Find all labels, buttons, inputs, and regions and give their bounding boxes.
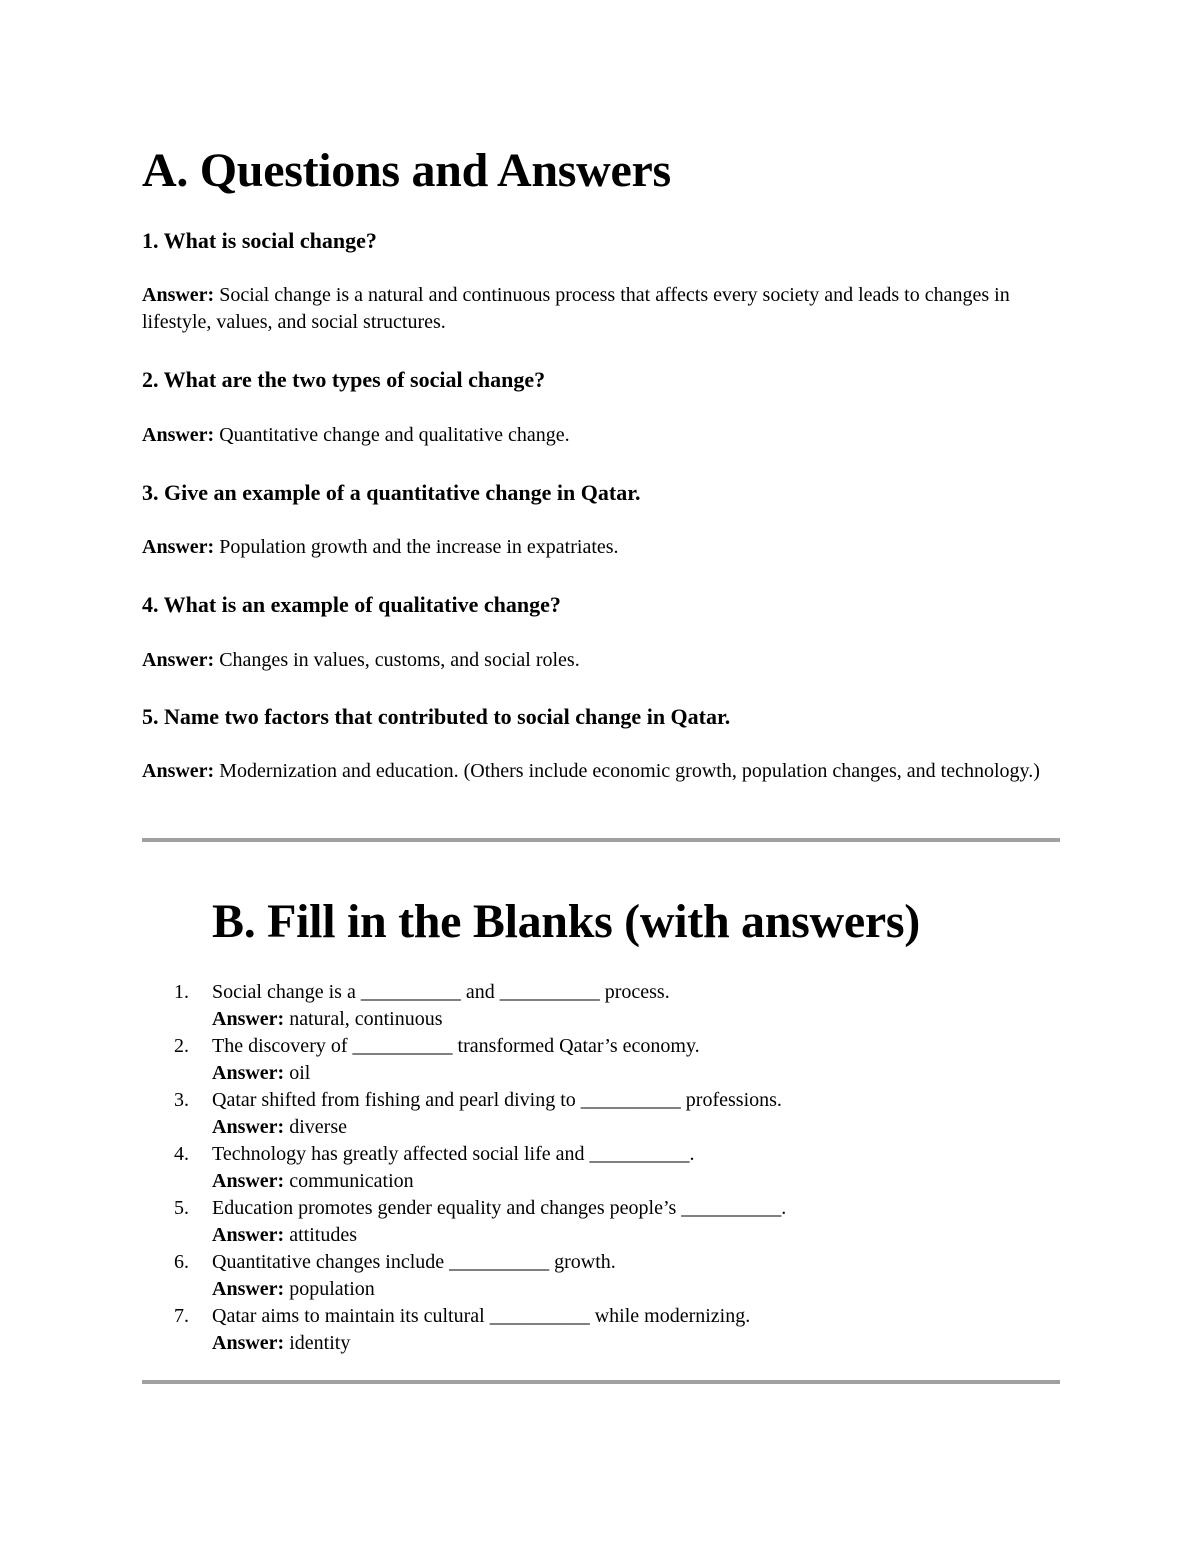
answer-value: attitudes xyxy=(289,1223,357,1246)
answer-label: Answer: xyxy=(142,284,215,306)
answer-label: Answer: xyxy=(142,424,215,446)
qa-item xyxy=(142,367,1060,393)
qa-item xyxy=(142,228,1060,254)
answer-value: Changes in values, customs, and social roles. xyxy=(219,649,580,671)
list-item xyxy=(142,1303,1060,1356)
question-text: 3. Give an example of a quantitative change in Qatar. xyxy=(142,480,641,505)
item-number: 1. xyxy=(174,981,189,1003)
sentence-text: Education promotes gender equality and changes people’s __________. xyxy=(212,1197,787,1219)
question-text: 5. Name two factors that contributed to social change in Qatar. xyxy=(142,704,731,729)
answer-label: Answer: xyxy=(212,1331,285,1354)
answer-value: natural, continuous xyxy=(289,1007,443,1030)
qa-item xyxy=(142,480,1060,506)
answer-label: Answer: xyxy=(142,536,215,558)
item-number: 6. xyxy=(174,1251,189,1273)
answer-value: oil xyxy=(289,1061,311,1084)
question-text: 1. What is social change? xyxy=(142,228,377,253)
list-item xyxy=(142,1249,1060,1302)
answer-value: Social change is a natural and continuous process that affects every society and leads to changes in lifestyle, values, and social structures. xyxy=(142,284,1010,333)
sentence-text: Quantitative changes include __________ growth. xyxy=(212,1251,616,1273)
answer-value: identity xyxy=(289,1331,351,1354)
list-item xyxy=(142,1141,1060,1194)
answer-text xyxy=(212,1276,1060,1303)
list-item xyxy=(142,1087,1060,1140)
item-number: 7. xyxy=(174,1305,189,1327)
answer-value: population xyxy=(289,1277,375,1300)
sentence-text: The discovery of __________ transformed Qatar’s economy. xyxy=(212,1035,700,1057)
qa-item xyxy=(142,592,1060,618)
sentence-text: Qatar shifted from fishing and pearl diving to __________ professions. xyxy=(212,1089,782,1111)
answer-text xyxy=(212,1330,1060,1357)
answer-text xyxy=(142,758,1060,785)
item-number: 5. xyxy=(174,1197,189,1219)
answer-value: diverse xyxy=(289,1115,347,1138)
answer-label: Answer: xyxy=(212,1169,285,1192)
answer-text xyxy=(212,1060,1060,1087)
answer-value: Modernization and education. (Others include economic growth, population changes, and technology.) xyxy=(219,760,1040,782)
answer-label: Answer: xyxy=(212,1277,285,1300)
fill-in-blanks-list xyxy=(142,979,1060,1357)
answer-text xyxy=(142,422,1060,449)
section-a-title: A. Questions and Answers xyxy=(142,144,671,197)
answer-value: Quantitative change and qualitative change. xyxy=(219,424,570,446)
horizontal-rule xyxy=(142,838,1060,842)
list-item xyxy=(142,1195,1060,1248)
answer-label: Answer: xyxy=(212,1115,285,1138)
sentence-text: Technology has greatly affected social life and __________. xyxy=(212,1143,695,1165)
list-item xyxy=(142,979,1060,1032)
sentence-text: Social change is a __________ and __________ process. xyxy=(212,981,670,1003)
answer-value: communication xyxy=(289,1169,414,1192)
item-number: 3. xyxy=(174,1089,189,1111)
answer-value: Population growth and the increase in expatriates. xyxy=(219,536,619,558)
answer-label: Answer: xyxy=(212,1007,285,1030)
section-b-title: B. Fill in the Blanks (with answers) xyxy=(212,895,920,948)
question-text: 2. What are the two types of social change? xyxy=(142,367,546,392)
answer-text xyxy=(142,534,1060,561)
sentence-text: Qatar aims to maintain its cultural __________ while modernizing. xyxy=(212,1305,751,1327)
item-number: 4. xyxy=(174,1143,189,1165)
answer-label: Answer: xyxy=(212,1223,285,1246)
answer-text xyxy=(212,1006,1060,1033)
answer-text xyxy=(142,647,1060,674)
answer-label: Answer: xyxy=(142,649,215,671)
answer-text xyxy=(212,1168,1060,1195)
answer-label: Answer: xyxy=(142,760,215,782)
answer-text xyxy=(212,1114,1060,1141)
answer-text xyxy=(142,282,1060,336)
list-item xyxy=(142,1033,1060,1086)
item-number: 2. xyxy=(174,1035,189,1057)
answer-label: Answer: xyxy=(212,1061,285,1084)
question-text: 4. What is an example of qualitative change? xyxy=(142,592,561,617)
qa-item xyxy=(142,704,1060,730)
horizontal-rule xyxy=(142,1380,1060,1384)
answer-text xyxy=(212,1222,1060,1249)
